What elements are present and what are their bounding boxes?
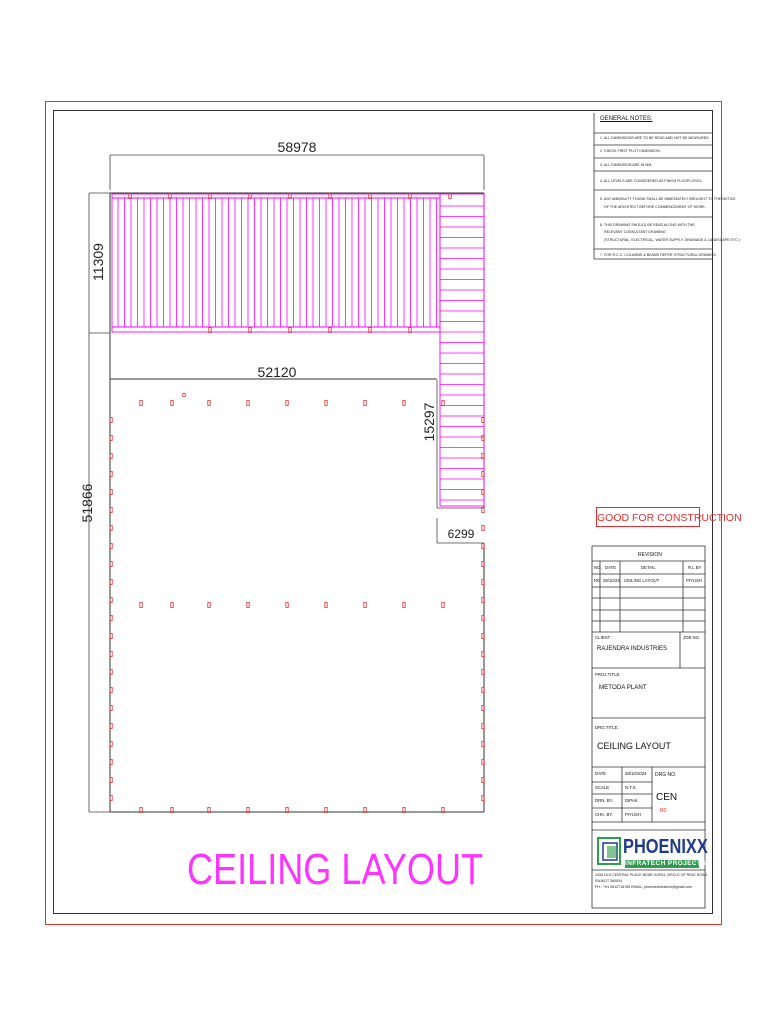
note-item: 7. FOR R.C.C. COLUMNS & BEAMS REFER STRUCTURAL DRAWING.: [600, 253, 717, 257]
drawn-by-label: DRN. BY.: [595, 798, 614, 803]
column-marker: [482, 544, 484, 549]
note-item: 2. CHECK FIRST PLOT DIMENSION.: [600, 149, 661, 153]
drawing-title: CEILING LAYOUT: [597, 741, 671, 751]
good-for-construction-stamp: GOOD FOR CONSTRUCTION: [596, 507, 700, 527]
note-item: 5. ANY AMBIGUITY FOUND SHALL BE IMMEDIATELY BROUGHT TO THE NOTICE: [600, 197, 736, 201]
revision-cell: R0: [594, 578, 600, 583]
ceiling-grid: [112, 194, 484, 506]
revision-cell: 28/10/24: [603, 578, 620, 583]
column-marker: [171, 603, 173, 608]
column-marker: [110, 670, 112, 675]
drawing-no-revision: R0: [660, 808, 667, 814]
note-item: 4. ALL LEVELS ARE CONSIDERED AS FINISH FLOOR LEVEL.: [600, 179, 703, 183]
column-marker: [110, 706, 112, 711]
sheet-title: CEILING LAYOUT: [187, 845, 484, 894]
column-marker: [482, 706, 484, 711]
project-title: METODA PLANT: [599, 684, 647, 691]
column-marker: [110, 544, 112, 549]
column-marker: [482, 598, 484, 603]
column-marker: [482, 670, 484, 675]
building-outline: [110, 193, 484, 812]
client-name: RAJENDRA INDUSTRIES: [597, 646, 668, 652]
date-label: DATE: [595, 771, 607, 776]
scale-value: N.T.S.: [625, 785, 637, 790]
scale-label: SCALE: [595, 785, 610, 790]
dim-left-upper-text: 11309: [90, 243, 106, 281]
revision-cell: PIYUSH: [686, 578, 702, 583]
column-marker: [286, 401, 288, 406]
revision-heading: REVISION: [638, 552, 662, 558]
drawing-title-label: DRG.TITLE:: [595, 725, 619, 730]
column-marker: [482, 634, 484, 639]
column-marker: [403, 401, 405, 406]
column-marker: [482, 472, 484, 477]
general-notes-heading: GENERAL NOTES:: [600, 116, 653, 122]
revision-header-rlby: R.L BY: [688, 565, 702, 570]
ceiling-horizontal-strips: [440, 206, 484, 500]
column-marker: [110, 562, 112, 567]
column-marker: [110, 760, 112, 765]
company-address-line: 1008 DLH CENTRAL PLACE NEAR GOPAL CIRCLE OF RING ROAD: [595, 873, 708, 877]
column-marker: [140, 401, 142, 406]
column-marker: [482, 580, 484, 585]
column-marker: [482, 724, 484, 729]
revision-cell: CEILING LAYOUT: [624, 578, 660, 583]
column-marker: [110, 472, 112, 477]
revision-header-no: NO.: [594, 565, 602, 570]
column-marker: [482, 778, 484, 783]
column-marker: [482, 562, 484, 567]
column-marker: [482, 616, 484, 621]
column-markers: [110, 194, 484, 813]
note-item: (STRUCTURAL, ELECTRICAL, WATER SUPPLY, DRAINAGE & LANDSCAPE ETC.): [604, 238, 740, 242]
dim-left-full-text: 51866: [79, 483, 95, 523]
column-marker: [325, 401, 327, 406]
column-marker: [442, 603, 444, 608]
column-marker: [482, 796, 484, 801]
date-value: 28/10/2024: [625, 771, 647, 776]
dim-right-vertical-text: 15297: [421, 402, 437, 442]
column-marker: [110, 526, 112, 531]
column-marker: [482, 526, 484, 531]
drawing-no-value: CEN: [656, 792, 678, 803]
revision-header-detail: DETAIL: [641, 565, 656, 570]
column-marker: [208, 603, 210, 608]
revision-header-date: DATE: [605, 565, 617, 570]
drawing-no-label: DRG NO.: [655, 772, 677, 778]
column-marker: [110, 418, 112, 423]
checked-by-label: CHK. BY.: [595, 812, 613, 817]
ceiling-vertical-strips: [118, 198, 437, 327]
column-marker: [110, 742, 112, 747]
column-marker: [110, 688, 112, 693]
column-marker: [482, 436, 484, 441]
company-subtitle: INFRATECH PROJECTS: [625, 860, 707, 867]
note-item: 6. THIS DRAWING SHOULD BE READ ALONG WITH THE: [600, 223, 695, 227]
dim-top-text: 58978: [277, 139, 317, 155]
column-marker: [110, 724, 112, 729]
client-label: CLIENT :: [595, 635, 613, 640]
column-marker: [110, 652, 112, 657]
drawn-by-value: DIPAK: [625, 798, 638, 803]
column-marker: [110, 508, 112, 513]
column-marker: [247, 603, 249, 608]
project-title-label: PROJ.TITLE:: [595, 672, 621, 677]
company-logo-mark: [598, 838, 620, 864]
column-marker: [482, 742, 484, 747]
note-item: OF THE ARCHITECT BEFORE COMMENCEMENT OF WORK.: [604, 205, 706, 209]
column-marker: [482, 418, 484, 423]
column-marker: [482, 652, 484, 657]
column-marker: [110, 454, 112, 459]
column-marker: [110, 598, 112, 603]
company-name: PHOENIXX: [623, 836, 708, 858]
column-marker: [110, 796, 112, 801]
column-marker: [403, 603, 405, 608]
column-marker: [286, 603, 288, 608]
column-marker: [482, 760, 484, 765]
column-marker: [171, 401, 173, 406]
note-item: RELEVANT CONSULTANT DRAWING: [604, 230, 666, 234]
checked-by-value: PIYUSH: [625, 812, 641, 817]
column-marker: [110, 436, 112, 441]
dim-mid-text: 52120: [257, 364, 297, 380]
company-address-line: RAJKOT 360004: [595, 879, 623, 883]
column-marker: [208, 401, 210, 406]
column-marker: [247, 401, 249, 406]
column-marker: [110, 778, 112, 783]
job-no-label: JOB NO.: [683, 635, 701, 640]
column-marker: [110, 580, 112, 585]
column-marker: [325, 603, 327, 608]
column-marker: [140, 603, 142, 608]
company-contact-line: PH.: +91 9512718785 EMAIL: phoenixxinfratech@gmail.com: [595, 885, 693, 889]
column-marker: [482, 688, 484, 693]
note-item: 3. ALL DIMENSION ARE IN MM.: [600, 163, 653, 167]
column-marker: [110, 616, 112, 621]
column-marker: [110, 634, 112, 639]
column-marker: [482, 490, 484, 495]
column-marker: [182, 393, 186, 397]
column-marker: [364, 401, 366, 406]
column-marker: [110, 490, 112, 495]
dim-bottom-right-text: 6299: [447, 527, 475, 541]
dimension-lines: [89, 155, 484, 812]
column-marker: [364, 603, 366, 608]
note-item: 1. ALL DIMENSIONS ARE TO BE READ AND NOT BE MEASURED.: [600, 136, 710, 140]
column-marker: [442, 401, 444, 406]
